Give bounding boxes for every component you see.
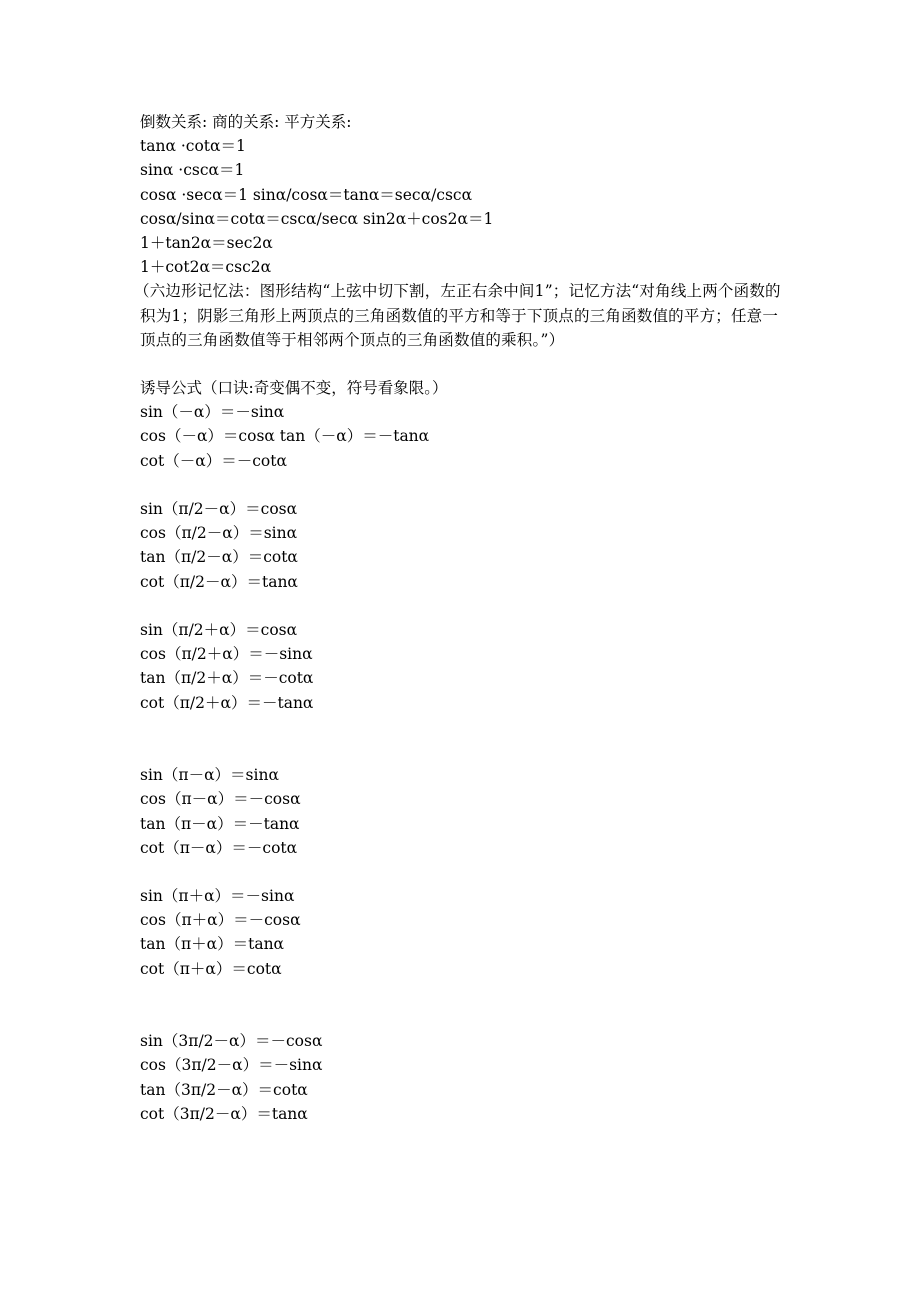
formula-line: sin（π/2－α）＝cosα — [140, 500, 298, 519]
formula-line: 1＋cot2α＝csc2α — [140, 258, 272, 277]
formula-line: tan（π＋α）＝tanα — [140, 935, 285, 954]
spacer — [140, 715, 790, 763]
formula-line: sin（－α）＝－sinα — [140, 403, 285, 422]
formula-line: cosα ·secα＝1 sinα/cosα＝tanα＝secα/cscα — [140, 185, 473, 204]
induction-title: 诱导公式（口诀:奇变偶不变，符号看象限。） — [140, 379, 448, 398]
spacer — [140, 473, 790, 497]
formula-line: 1＋tan2α＝sec2α — [140, 233, 273, 252]
formula-line: cot（－α）＝－cotα — [140, 451, 287, 470]
relations-header: 倒数关系: 商的关系: 平方关系: — [140, 113, 352, 131]
formula-line: cot（π＋α）＝cotα — [140, 959, 282, 978]
formula-line: cos（π＋α）＝－cosα — [140, 911, 301, 930]
spacer — [140, 352, 790, 376]
formula-line: sin（3π/2－α）＝－cosα — [140, 1032, 323, 1051]
formula-line: cos（π/2－α）＝sinα — [140, 524, 298, 543]
hexagon-memory-note: （六边形记忆法：图形结构“上弦中切下割，左正右余中间1”；记忆方法“对角线上两个函数的积为1；阴影三角形上两顶点的三角函数值的平方和等于下顶点的三角函数值的平方；任意一顶点的三角函数值等于相邻两个顶点的三角函数值的乘积。”） — [134, 282, 781, 349]
formula-line: cosα/sinα＝cotα＝cscα/secα sin2α＋cos2α＝1 — [140, 209, 494, 228]
spacer — [140, 981, 790, 1029]
formula-line: sin（π/2＋α）＝cosα — [140, 620, 298, 639]
formula-line: cos（π/2＋α）＝－sinα — [140, 645, 313, 664]
formula-line: cot（π/2－α）＝tanα — [140, 572, 298, 591]
formula-line: cos（π－α）＝－cosα — [140, 790, 301, 809]
document-page — [134, 110, 790, 1126]
formula-line: cos（3π/2－α）＝－sinα — [140, 1056, 323, 1075]
formula-line: tan（π/2＋α）＝－cotα — [140, 669, 314, 688]
formula-line: cot（π/2＋α）＝－tanα — [140, 693, 314, 712]
spacer — [140, 594, 790, 618]
formula-line: cos（－α）＝cosα tan（－α）＝－tanα — [140, 427, 430, 446]
formula-line: tan（3π/2－α）＝cotα — [140, 1080, 308, 1099]
spacer — [140, 860, 790, 884]
formula-line: tan（π/2－α）＝cotα — [140, 548, 298, 567]
formula-line: cot（3π/2－α）＝tanα — [140, 1104, 308, 1123]
formula-line: tan（π－α）＝－tanα — [140, 814, 300, 833]
formula-line: sin（π－α）＝sinα — [140, 766, 279, 785]
formula-line: sin（π＋α）＝－sinα — [140, 887, 295, 906]
formula-line: cot（π－α）＝－cotα — [140, 838, 298, 857]
formula-line: sinα ·cscα＝1 — [140, 161, 245, 180]
formula-line: tanα ·cotα＝1 — [140, 137, 246, 156]
